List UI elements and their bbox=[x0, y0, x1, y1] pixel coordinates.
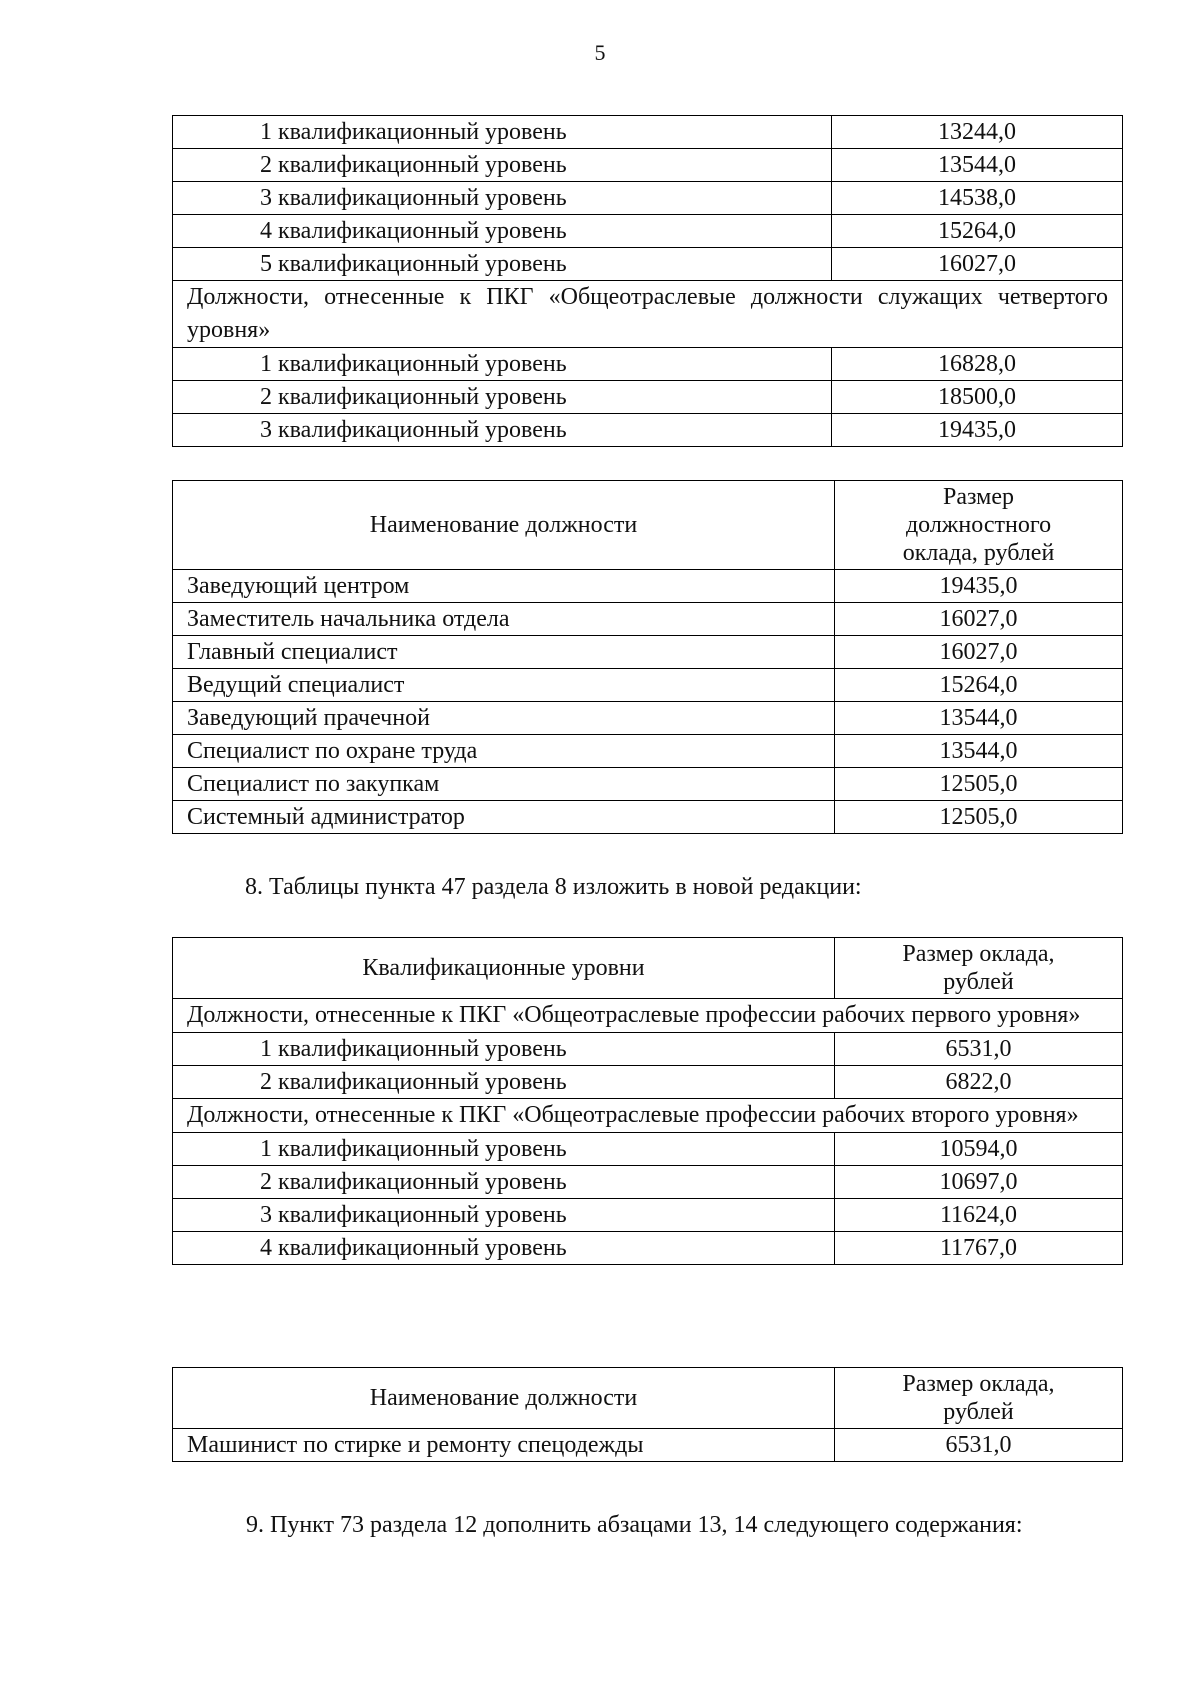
header-line: рублей bbox=[943, 1399, 1014, 1425]
salary-value: 6531,0 bbox=[835, 1033, 1123, 1066]
table-row bbox=[173, 1199, 1123, 1232]
header-line: оклада, рублей bbox=[902, 540, 1055, 566]
column-header-salary bbox=[835, 1368, 1123, 1429]
salary-table-positions bbox=[172, 480, 1123, 834]
salary-value: 13544,0 bbox=[832, 149, 1123, 182]
level-label: 2 квалификационный уровень bbox=[173, 1066, 835, 1099]
group-heading: Должности, отнесенные к ПКГ «Общеотраслевые должности служащих четвертого уровня» bbox=[173, 281, 1123, 348]
salary-value: 16027,0 bbox=[835, 603, 1123, 636]
salary-value: 19435,0 bbox=[832, 414, 1123, 447]
salary-value: 13544,0 bbox=[835, 702, 1123, 735]
position-label: Заведующий прачечной bbox=[173, 702, 835, 735]
table-row bbox=[173, 603, 1123, 636]
salary-value: 11624,0 bbox=[835, 1199, 1123, 1232]
group-row bbox=[173, 281, 1123, 348]
position-label: Системный администратор bbox=[173, 801, 835, 834]
table-header-row bbox=[173, 481, 1123, 570]
position-label: Машинист по стирке и ремонту спецодежды bbox=[173, 1429, 835, 1462]
salary-value: 14538,0 bbox=[832, 182, 1123, 215]
position-label: Специалист по охране труда bbox=[173, 735, 835, 768]
table-row bbox=[173, 735, 1123, 768]
position-label: Ведущий специалист bbox=[173, 669, 835, 702]
table-row bbox=[173, 1232, 1123, 1265]
table-row bbox=[173, 570, 1123, 603]
header-line: Размер оклада, bbox=[902, 1371, 1055, 1397]
group-heading: Должности, отнесенные к ПКГ «Общеотраслевые профессии рабочих первого уровня» bbox=[173, 999, 1123, 1033]
salary-value: 16828,0 bbox=[832, 348, 1123, 381]
table-row bbox=[173, 348, 1123, 381]
salary-value: 18500,0 bbox=[832, 381, 1123, 414]
column-header-salary bbox=[835, 481, 1123, 570]
group-row bbox=[173, 999, 1123, 1033]
salary-value: 19435,0 bbox=[835, 570, 1123, 603]
header-line: должностного bbox=[905, 512, 1052, 538]
level-label: 1 квалификационный уровень bbox=[173, 1033, 835, 1066]
salary-value: 15264,0 bbox=[835, 669, 1123, 702]
level-label: 3 квалификационный уровень bbox=[173, 414, 832, 447]
salary-value: 13544,0 bbox=[835, 735, 1123, 768]
salary-value: 10697,0 bbox=[835, 1166, 1123, 1199]
level-label: 1 квалификационный уровень bbox=[173, 348, 832, 381]
level-label: 2 квалификационный уровень bbox=[173, 1166, 835, 1199]
table-header-row bbox=[173, 938, 1123, 999]
salary-table-workers-levels bbox=[172, 937, 1123, 1265]
salary-value: 11767,0 bbox=[835, 1232, 1123, 1265]
table-row bbox=[173, 1166, 1123, 1199]
level-label: 4 квалификационный уровень bbox=[173, 1232, 835, 1265]
header-line: рублей bbox=[943, 969, 1014, 995]
table-row bbox=[173, 248, 1123, 281]
page-number: 5 bbox=[594, 40, 606, 65]
level-label: 1 квалификационный уровень bbox=[173, 1133, 835, 1166]
level-label: 5 квалификационный уровень bbox=[173, 248, 832, 281]
group-heading: Должности, отнесенные к ПКГ «Общеотраслевые профессии рабочих второго уровня» bbox=[173, 1099, 1123, 1133]
table-row bbox=[173, 636, 1123, 669]
position-label: Специалист по закупкам bbox=[173, 768, 835, 801]
table-row bbox=[173, 215, 1123, 248]
salary-value: 6531,0 bbox=[835, 1429, 1123, 1462]
table-row bbox=[173, 1033, 1123, 1066]
table-row bbox=[173, 116, 1123, 149]
table-row bbox=[173, 768, 1123, 801]
salary-value: 6822,0 bbox=[835, 1066, 1123, 1099]
salary-value: 12505,0 bbox=[835, 801, 1123, 834]
salary-value: 12505,0 bbox=[835, 768, 1123, 801]
salary-value: 13244,0 bbox=[832, 116, 1123, 149]
salary-value: 16027,0 bbox=[835, 636, 1123, 669]
table-row bbox=[173, 1133, 1123, 1166]
salary-value: 10594,0 bbox=[835, 1133, 1123, 1166]
column-header-position: Наименование должности bbox=[173, 1368, 835, 1429]
table-row bbox=[173, 182, 1123, 215]
level-label: 2 квалификационный уровень bbox=[173, 149, 832, 182]
salary-table-workers-positions bbox=[172, 1367, 1123, 1462]
table-row bbox=[173, 1429, 1123, 1462]
table-row bbox=[173, 801, 1123, 834]
column-header-salary bbox=[835, 938, 1123, 999]
level-label: 3 квалификационный уровень bbox=[173, 1199, 835, 1232]
table-row bbox=[173, 669, 1123, 702]
column-header-levels: Квалификационные уровни bbox=[173, 938, 835, 999]
table-header-row bbox=[173, 1368, 1123, 1429]
level-label: 3 квалификационный уровень bbox=[173, 182, 832, 215]
salary-value: 16027,0 bbox=[832, 248, 1123, 281]
table-row bbox=[173, 702, 1123, 735]
group-row bbox=[173, 1099, 1123, 1133]
table-row bbox=[173, 1066, 1123, 1099]
table-row bbox=[173, 414, 1123, 447]
salary-table-levels-employees bbox=[172, 115, 1123, 447]
salary-value: 15264,0 bbox=[832, 215, 1123, 248]
position-label: Главный специалист bbox=[173, 636, 835, 669]
level-label: 2 квалификационный уровень bbox=[173, 381, 832, 414]
position-label: Заместитель начальника отдела bbox=[173, 603, 835, 636]
position-label: Заведующий центром bbox=[173, 570, 835, 603]
level-label: 4 квалификационный уровень bbox=[173, 215, 832, 248]
paragraph-9: 9. Пункт 73 раздела 12 дополнить абзацами 13, 14 следующего содержания: bbox=[246, 1512, 1023, 1538]
header-line: Размер оклада, bbox=[902, 941, 1055, 967]
column-header-position: Наименование должности bbox=[173, 481, 835, 570]
header-line: Размер bbox=[943, 484, 1014, 510]
level-label: 1 квалификационный уровень bbox=[173, 116, 832, 149]
table-row bbox=[173, 149, 1123, 182]
table-row bbox=[173, 381, 1123, 414]
paragraph-8: 8. Таблицы пункта 47 раздела 8 изложить в новой редакции: bbox=[245, 874, 862, 900]
